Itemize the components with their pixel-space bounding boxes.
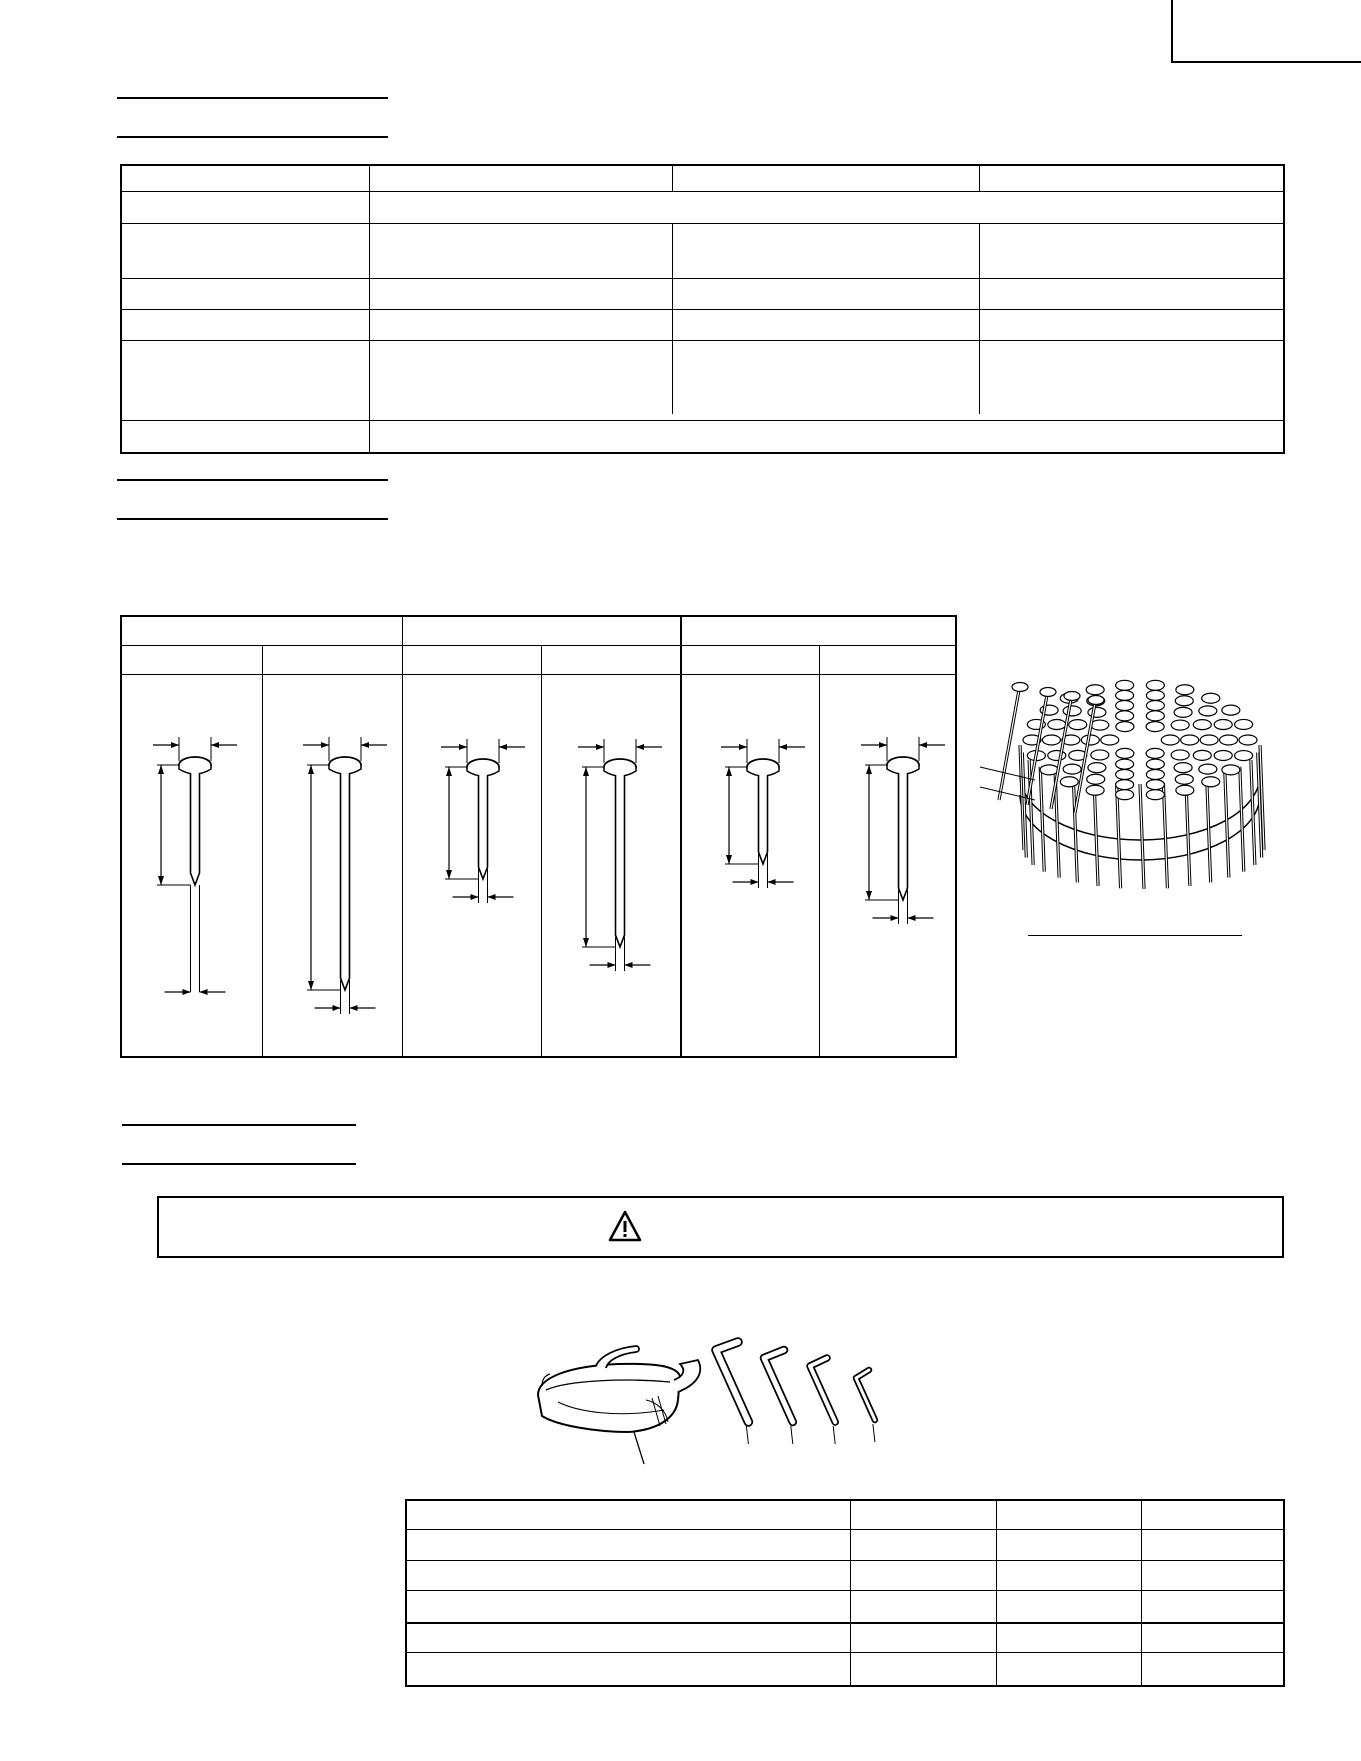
section-heading-rule-bottom <box>117 136 388 138</box>
coil-nail-head <box>1214 750 1232 760</box>
table-row <box>122 309 1283 310</box>
coil-nail-head <box>1199 764 1217 774</box>
table-row <box>407 1652 1283 1653</box>
section-heading-rule-top <box>122 1124 356 1126</box>
table-row <box>122 191 1283 192</box>
coil-nail-head <box>1116 701 1134 711</box>
coil-nail-head <box>1239 735 1257 745</box>
section-heading-rule-top <box>117 479 388 481</box>
hex-wrench-icon <box>856 1370 875 1442</box>
coil-nail-head <box>1174 707 1192 717</box>
coil-nail-head <box>1091 750 1109 760</box>
table-row <box>407 1529 1283 1530</box>
coil-nail-head <box>1220 735 1238 745</box>
coil-nail-head <box>1222 765 1240 775</box>
coil-nail-head <box>1048 750 1066 760</box>
table-col-divider <box>979 223 980 414</box>
table-row <box>122 340 1283 341</box>
coil-nail-head <box>1146 701 1164 711</box>
coil-nail-head <box>1202 777 1220 787</box>
coil-nail-head <box>1175 774 1193 784</box>
coil-nail-head <box>1116 690 1134 700</box>
coil-nail-head <box>1116 790 1134 800</box>
coil-nail-head <box>1088 707 1106 717</box>
coil-nail-head <box>1146 722 1164 732</box>
coil-nail-head <box>1181 735 1199 745</box>
nail-icon <box>721 739 805 888</box>
coil-nail-head <box>1048 720 1066 730</box>
coil-nail-head <box>1040 765 1058 775</box>
coil-nail-head <box>1199 706 1217 716</box>
table-col-divider <box>672 166 673 191</box>
loose-nail-head <box>1064 692 1080 701</box>
coil-nail-head <box>1116 759 1134 769</box>
table-row <box>407 1560 1283 1561</box>
loose-nail-head <box>1012 683 1028 692</box>
coil-nail-head <box>1116 722 1134 732</box>
nail-icon <box>153 737 237 995</box>
warning-triangle-icon <box>608 1210 642 1242</box>
coil-nail-head <box>1146 711 1164 721</box>
page-number-tab <box>1171 0 1361 63</box>
coil-wire <box>980 787 1035 800</box>
coil-nail-head <box>1235 719 1253 729</box>
coil-nail-head <box>1116 748 1134 758</box>
figure-caption-rule <box>1028 935 1242 936</box>
coil-nail-head <box>1086 785 1104 795</box>
coil-nail-head <box>1146 690 1164 700</box>
hex-wrench-set <box>708 1330 908 1470</box>
coil-nail-head <box>1146 790 1164 800</box>
coil-nail-head <box>1175 696 1193 706</box>
coil-nail-head <box>1146 748 1164 758</box>
coil-nail-head <box>1171 750 1189 760</box>
coil-nail-head <box>1193 750 1211 760</box>
table-col-divider <box>979 166 980 191</box>
table-row <box>122 223 1283 224</box>
coil-wire <box>980 767 1035 780</box>
coil-nail-head <box>1171 720 1189 730</box>
nail-icon <box>303 737 387 1014</box>
coil-nail-head <box>1069 720 1087 730</box>
section-heading-rule-bottom <box>122 1163 356 1165</box>
coil-nail-head <box>1235 751 1253 761</box>
loose-nail-head <box>1088 696 1104 705</box>
coil-nail-head <box>1176 685 1194 695</box>
nail-icon <box>441 739 525 903</box>
coil-nail-head <box>1116 680 1134 690</box>
coil-nail-head <box>1222 705 1240 715</box>
table-row <box>407 1622 1283 1624</box>
coil-nail-head <box>1042 735 1060 745</box>
coil-nail-head <box>1214 720 1232 730</box>
coil-nail-head <box>1174 763 1192 773</box>
table-col-divider <box>672 223 673 414</box>
coil-nail-head <box>1146 769 1164 779</box>
safety-glasses-icon <box>528 1340 708 1470</box>
coil-nail-head <box>1202 693 1220 703</box>
nail-icon <box>861 737 945 924</box>
table-row <box>407 1590 1283 1591</box>
coil-nail-head <box>1088 763 1106 773</box>
table-row <box>122 278 1283 279</box>
coil-nail-head <box>1146 759 1164 769</box>
hex-wrench-icon <box>810 1358 835 1444</box>
nail-icon <box>578 739 662 971</box>
coil-nail-head <box>1193 720 1211 730</box>
coil-nail-head <box>1101 735 1119 745</box>
coil-nail-head <box>1161 735 1179 745</box>
section-heading-rule-bottom <box>117 518 388 520</box>
coil-nail-head <box>1116 769 1134 779</box>
accessories-table <box>405 1499 1285 1687</box>
coil-nail-head <box>1116 780 1134 790</box>
loose-nail-head <box>1040 688 1056 697</box>
coil-nails-icon <box>975 655 1295 905</box>
coil-nail-head <box>1087 774 1105 784</box>
warning-box <box>157 1196 1284 1258</box>
coil-nail-head <box>1176 785 1194 795</box>
table-row <box>122 420 1283 421</box>
coil-nail-head <box>1063 706 1081 716</box>
coil-nail-head <box>1200 735 1218 745</box>
nail-dimension-figures <box>120 615 957 1058</box>
specifications-table <box>120 164 1285 454</box>
hex-wrench-icon <box>764 1350 793 1444</box>
coil-nail-head <box>1086 685 1104 695</box>
coil-nail-head <box>1060 777 1078 787</box>
coil-nail-head <box>1146 680 1164 690</box>
coil-nail-head <box>1116 711 1134 721</box>
hex-wrench-icon <box>716 1342 748 1444</box>
section-heading-rule-top <box>117 97 388 99</box>
coil-nail-head <box>1063 764 1081 774</box>
coil-nail-head <box>1146 780 1164 790</box>
coil-nail-head <box>1091 720 1109 730</box>
